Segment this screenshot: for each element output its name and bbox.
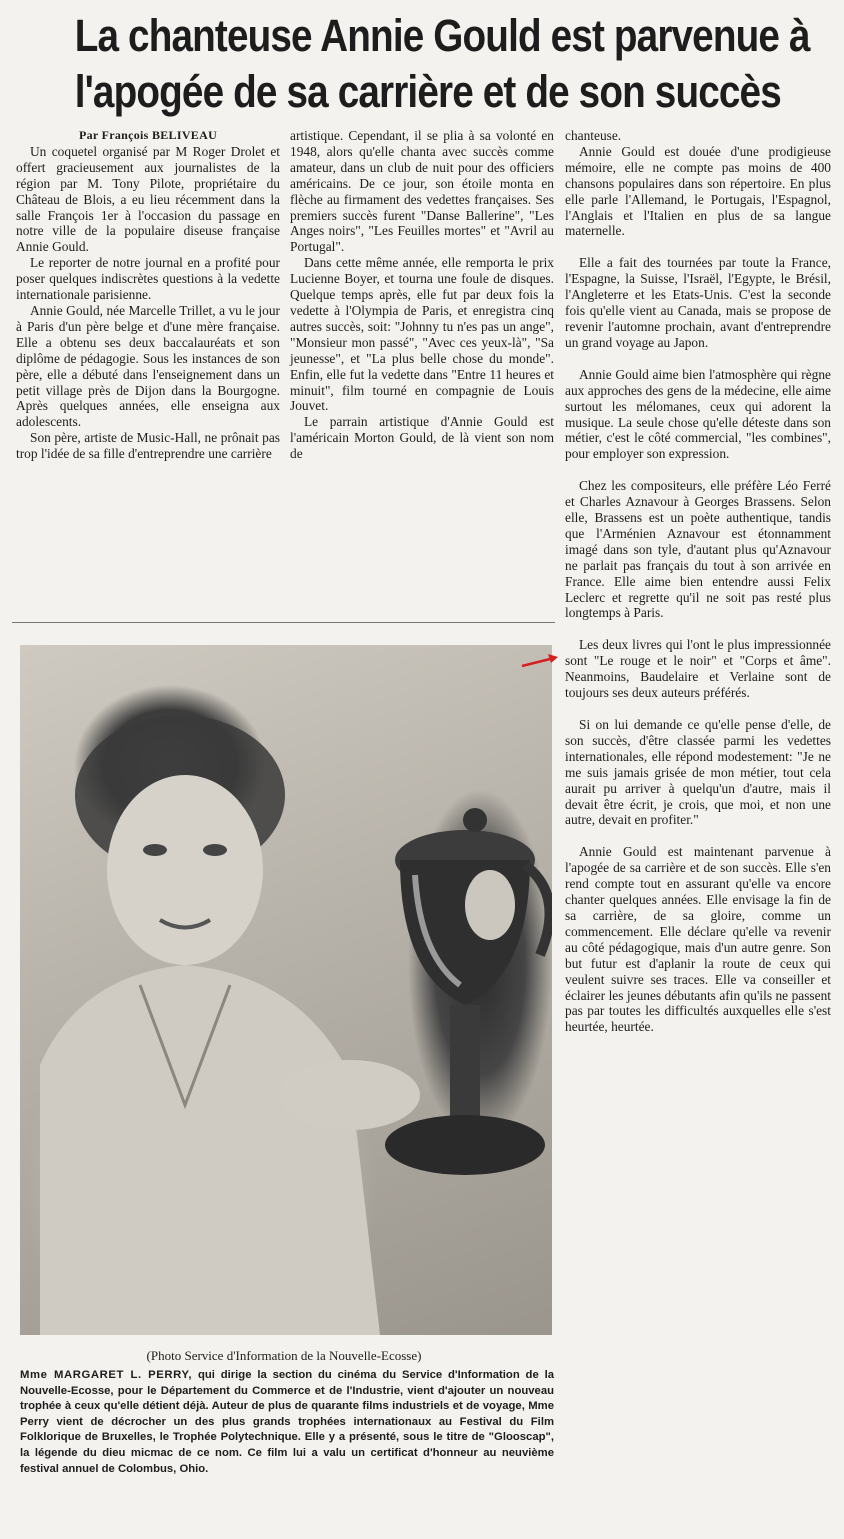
headline-line-1: La chanteuse Annie Gould est parvenue à	[74, 10, 810, 61]
headline-line-2: l'apogée de sa carrière et de son succès	[74, 66, 781, 117]
article-column-3	[565, 128, 831, 1035]
photo-caption	[20, 1368, 554, 1477]
headline	[74, 8, 810, 120]
paragraph: Annie Gould est maintenant parvenue à l'apogée de sa carrière et de son succès. Elle s'en rend compte tout en assurant qu'elle va encore chanter quelques années. Elle envisage la fin de sa carrière, de sa gloire, comme un commencement. Elle déclare qu'elle va revenir au côté pédagogique, mais d'un autre genre. Son but futur est d'aplanir la route de ceux qui veulent suivre ses traces. Elle va conseiller et éclairer les jeunes débutants afin qu'ils ne passent pas par toutes les difficultés auxquelles elle s'est heurtée, heurtée.	[565, 844, 831, 1035]
section-divider	[12, 622, 555, 623]
paragraph: Les deux livres qui l'ont le plus impressionnée sont "Le rouge et le noir" et "Corps et âme". Neanmoins, Baudelaire et Verlaine sont de toujours ses deux auteurs préférés.	[565, 637, 831, 701]
red-arrow-icon	[520, 652, 560, 672]
paragraph: artistique. Cependant, il se plia à sa volonté en 1948, alors qu'elle chanta avec succès comme amateur, dans un club de nuit pour des officiers américains. De ce jour, son étoile monta en flèche au firmament des vedettes françaises. Ses premiers succès furent "Danse Ballerine", "Les Anges noirs", "Les Feuilles mortes" et "Avril au Portugal".	[290, 128, 554, 255]
article-column-1	[16, 128, 280, 462]
paragraph: Annie Gould aime bien l'atmosphère qui règne aux approches des gens de la médecine, elle aime surtout les mélomanes, ceux qui adorent la musique. La seule chose qu'elle déteste dans son métier, c'est le côté commercial, "les combines", pour employer son expression.	[565, 366, 831, 462]
caption-text: qui dirige la section du cinéma du Service d'Information de la Nouvelle-Ecosse, pour le Département du Commerce et de l'Industrie, vient d'ajouter un nouveau trophée à ceux qu'elle détient déjà. Auteur de plus de quarante films industriels et de voyage, Mme Perry vient de décrocher un des plus grands trophées internationaux au Festival du Film Folklorique de Bruxelles, le Trophée Polytechnique. Elle y a présenté, sous le titre de "Glooscap", la légende du dieu micmac de ce nom. Ce film lui a valu un certificat d'honneur au neuvième festival annuel de Colombus, Ohio.	[20, 1369, 554, 1475]
news-photo	[20, 645, 552, 1335]
paragraph: Annie Gould, née Marcelle Trillet, a vu le jour à Paris d'un père belge et d'une mère française. Elle a obtenu ses deux baccalauréats et son diplôme de pédagogie. Sous les instances de son père, elle a débuté dans l'enseignement dans un petit village près de Dijon dans la Bourgogne. Après quelques années, elle enseigna aux adolescents.	[16, 302, 280, 430]
caption-name: Mme MARGARET L. PERRY,	[20, 1369, 193, 1381]
photo-illustration	[20, 645, 552, 1335]
paragraph: Elle a fait des tournées par toute la France, l'Espagne, la Suisse, l'Israël, l'Egypte, le Brésil, l'Angleterre et les Etats-Unis. C'est la seconde fois qu'elle vient au Canada, mais se propose de revenir l'automne prochain, avant d'entreprendre un grand voyage au Japon.	[565, 255, 831, 350]
paragraph: Le reporter de notre journal en a profité pour poser quelques indiscrètes questions à la vedette internationale parisienne.	[16, 255, 280, 303]
article-column-2	[290, 128, 554, 462]
paragraph: Annie Gould est douée d'une prodigieuse mémoire, elle ne compte pas moins de 400 chansons populaires dans son répertoire. En plus elle parle l'Allemand, le Portugais, l'Espagnol, l'Anglais et l'Italien en plus de sa langue maternelle.	[565, 143, 831, 239]
paragraph: Dans cette même année, elle remporta le prix Lucienne Boyer, et tourna une foule de disques. Quelque temps après, elle fut par deux fois la vedette à l'Olympia de Paris, et enregistra cinq autres succès, soit: "Johnny tu n'es pas un ange", "Monsieur mon passé", "Avec ces yeux-là", "Sa jeunesse", et "La plus belle chose du monde". Enfin, elle fut la vedette dans "Entre 11 heures et minuit", film tourné en compagnie de Louis Jouvet.	[290, 255, 554, 414]
paragraph: chanteuse.	[565, 128, 622, 143]
paragraph: Chez les compositeurs, elle préfère Léo Ferré et Charles Aznavour à Georges Brassens. Selon elle, Brassens est un poète authentique, tandis que l'Arménien Aznavour est étonnamment imagé dans son tyle, d'autant plus qu'Aznavour ne parlait pas français du tout à son arrivée en France. Elle aime bien entendre aussi Felix Leclerc et regrette qu'il ne soit pas resté plus longtemps à Paris.	[565, 478, 831, 621]
paragraph: Un coquetel organisé par M Roger Drolet et offert gracieusement aux journalistes de la région par M. Tony Pilote, propriétaire du Château de Blois, a eu lieu récemment dans la salle François 1er à l'occasion du passage en notre ville de la populaire diseuse française Annie Gould.	[16, 143, 280, 255]
paragraph: Si on lui demande ce qu'elle pense d'elle, de son succès, d'être classée parmi les vedettes internationales, elle répond modestement: "Je ne me suis jamais grisée de mon métier, tout cela aurait pu arriver à quelqu'un d'autre, mais il devait être écrit, je crois, que moi, et non une autre, devait en profiter."	[565, 717, 831, 828]
paragraph: Le parrain artistique d'Annie Gould est l'américain Morton Gould, de là vient son nom de	[290, 414, 554, 462]
paragraph: Son père, artiste de Music-Hall, ne prônait pas trop l'idée de sa fille d'entreprendre une carrière	[16, 430, 280, 462]
photo-credit: (Photo Service d'Information de la Nouvelle-Ecosse)	[146, 1348, 422, 1363]
byline: Par François BELIVEAU	[78, 128, 218, 142]
